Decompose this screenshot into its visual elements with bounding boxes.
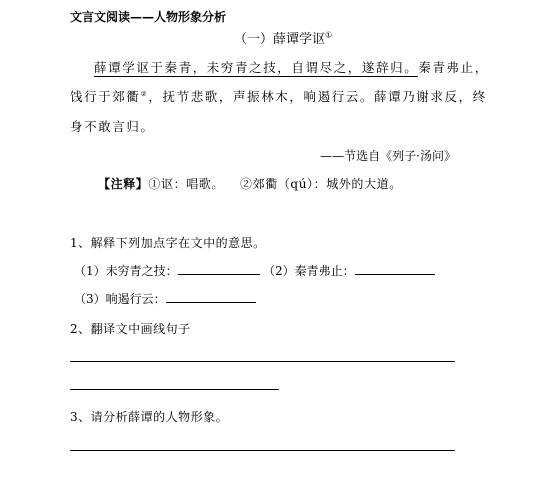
- source-citation: ——节选自《列子·汤问》: [320, 149, 456, 163]
- question-3: 3、请分析薛谭的人物形象。: [70, 410, 229, 424]
- passage-line-2: 饯行于郊衢②，抚节悲歌，声振林木，响遏行云。薛谭乃谢求反，终: [70, 89, 487, 104]
- passage-line-1: 薛谭学讴于秦青，未穷青之技，自谓尽之，遂辞归。秦青弗止，: [94, 60, 489, 75]
- answer-blank[interactable]: [166, 292, 256, 303]
- passage-subtitle: （一）薛谭学讴①: [234, 30, 333, 47]
- answer-blank[interactable]: [178, 264, 260, 275]
- answer-blank[interactable]: [355, 264, 435, 275]
- annotation-note: 【注释】①讴：唱歌。 ②郊衢（qú）：城外的大道。: [98, 177, 402, 191]
- underlined-sentence: 薛谭学讴于秦青，未穷青之技，自谓尽之，遂辞归。: [94, 60, 419, 75]
- question-1: 1、解释下列加点字在文中的意思。: [70, 236, 266, 250]
- answer-line[interactable]: [70, 450, 455, 451]
- question-2: 2、翻译文中画线句子: [70, 322, 191, 336]
- passage-line-3: 身不敢言归。: [70, 119, 155, 134]
- question-1-item-3: （3）响遏行云：: [74, 290, 256, 307]
- worksheet-heading: 文言文阅读——人物形象分析: [70, 10, 227, 24]
- answer-line[interactable]: [70, 389, 279, 390]
- question-1-item-2: （2）秦青弗止：: [263, 262, 435, 279]
- answer-line[interactable]: [70, 361, 455, 362]
- question-1-item-1: （1）未穷青之技：: [74, 262, 260, 279]
